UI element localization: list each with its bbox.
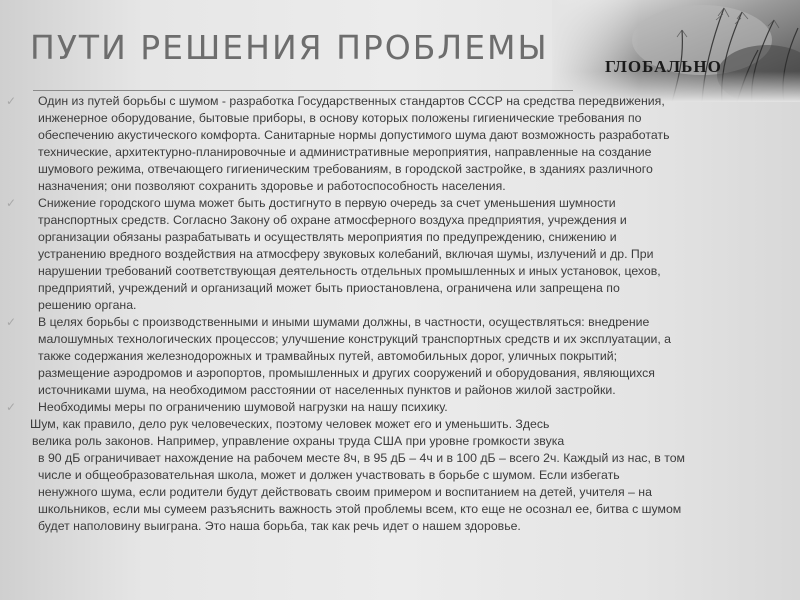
text-line: Снижение городского шума может быть достигнуто в первую очередь за счет уменьшения шумности [38,196,616,210]
text-line: инженерное оборудование, бытовые приборы, в основу которых положены гигиенические требования по [38,111,642,125]
text-line: школьников, если мы сумеем разъяснить важность этой проблемы всем, кто еще не осознал ее, битва с шумом [38,502,682,516]
slide-body [0,93,800,535]
bullet-item [0,195,800,314]
checkmark-icon: ✓ [6,196,17,210]
text-line: также содержания железнодорожных и трамвайных путей, автомобильных дорог, уличных покрытий; [38,349,618,363]
paragraph [0,450,800,535]
paragraph [0,416,800,433]
checkmark-icon: ✓ [6,315,17,329]
text-line: нарушении требований соответствующая деятельность отдельных промышленных и иных установок, цехов, [38,264,661,278]
text-line: шумового режима, отвечающего гигиеническим требованиям, в городской застройке, в зданиях различного [38,162,653,176]
text-line: источниками шума, на необходимом расстоянии от населенных пунктов и районов жилой застройки. [38,383,616,397]
text-line: малошумных технологических процессов; улучшение конструкций транспортных средств и их эксплуатации, а [38,332,672,346]
bullet-item [0,314,800,399]
text-line: будет наполовину выиграна. Это наша борьба, так как речь идет о нашем здоровье. [38,519,521,533]
text-line: Необходимы меры по ограничению шумовой нагрузки на нашу психику. [38,400,448,414]
header-photo [552,0,800,102]
title-underline [33,90,573,91]
grass-photo-image [552,0,800,102]
checkmark-icon: ✓ [6,400,17,414]
text-line: В целях борьбы с производственными и иными шумами должны, в частности, осуществляться: внедрение [38,315,650,329]
text-line: предприятий, учреждений и организаций может быть приостановлена, ограничена или запрещена по [38,281,620,295]
text-line: размещение аэродромов и аэропортов, промышленных и других сооружений и оборудования, являющихся [38,366,655,380]
paragraph [0,433,800,450]
slide-title: ПУТИ РЕШЕНИЯ ПРОБЛЕМЫ [30,28,549,67]
text-line: назначения; они позволяют сохранить здоровье и работоспособность населения. [38,179,506,193]
image-caption: ГЛОБАЛЬНО [605,57,722,76]
bullet-item [0,93,800,195]
text-line: обеспечению акустического комфорта. Санитарные нормы допустимого шума дают возможность разработать [38,128,670,142]
text-line: технические, архитектурно-планировочные и административные мероприятия, направленные на создание [38,145,652,159]
text-line: ненужного шума, если родители будут действовать своим примером и воспитанием на детей, учителя – на [38,485,652,499]
text-line: Шум, как правило, дело рук человеческих, поэтому человек может его и уменьшить. Здесь [30,417,550,431]
text-line: в 90 дБ ограничивает нахождение на рабочем месте 8ч, в 95 дБ – 4ч и в 100 дБ – всего 2ч. Каждый из нас, в том [38,451,686,465]
text-line: решению органа. [38,298,137,312]
text-line: организации обязаны разрабатывать и осуществлять мероприятия по предупреждению, снижению и [38,230,617,244]
text-line: транспортных средств. Согласно Закону об охране атмосферного воздуха предприятия, учреждения и [38,213,627,227]
bullet-item [0,399,800,416]
text-line: Один из путей борьбы с шумом - разработка Государственных стандартов СССР на средства передвижения, [38,94,665,108]
text-line: числе и общеобразовательная школа, может и должен участвовать в борьбе с шумом. Если избегать [38,468,620,482]
text-line: велика роль законов. Например, управление охраны труда США при уровне громкости звука [32,434,565,448]
text-line: устранению вредного воздействия на атмосферу звуковых колебаний, включая шумы, излучений и др. При [38,247,654,261]
checkmark-icon: ✓ [6,94,17,108]
